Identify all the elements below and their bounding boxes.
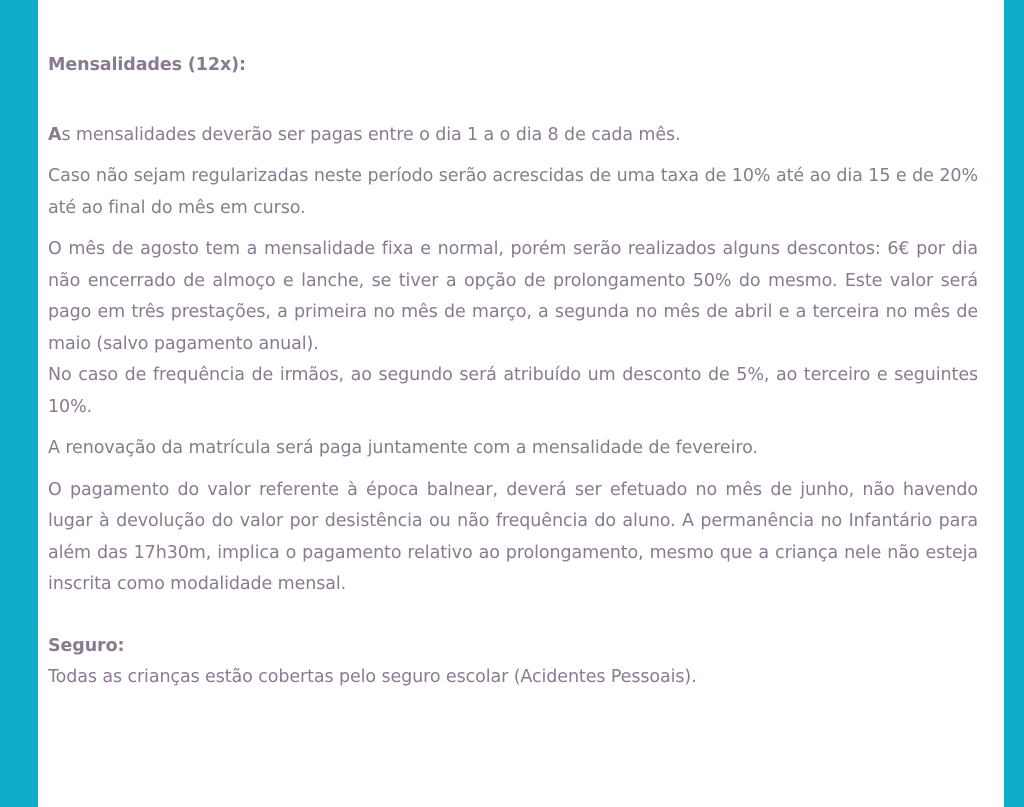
spacer: [48, 82, 978, 120]
spacer: [48, 423, 978, 433]
spacer: [48, 601, 978, 631]
paragraph-payment-period: [48, 120, 978, 152]
paragraph-renewal: A renovação da matrícula será paga juntamente com a mensalidade de fevereiro.: [48, 438, 758, 458]
drop-letter: A: [48, 124, 62, 145]
section-heading-mensalidades: Mensalidades (12x):: [48, 55, 246, 75]
paragraph-beach-season: O pagamento do valor referente à época balnear, deverá ser efetuado no mês de junho, não havendo lugar à devolução do valor por desistência ou não frequência do aluno. A permanência no Infantário para além das 17h30m, implica o pagamento relativo ao prolongamento, mesmo que a criança nele não esteja inscrita como modalidade mensal.: [48, 479, 978, 594]
paragraph-text: s mensalidades deverão ser pagas entre o dia 1 a o dia 8 de cada mês.: [61, 124, 681, 145]
paragraph-late-fees: Caso não sejam regularizadas neste período serão acrescidas de uma taxa de 10% até ao dia 15 e de 20% até ao final do mês em curso.: [48, 166, 978, 218]
paragraph-siblings: No caso de frequência de irmãos, ao segundo será atribuído um desconto de 5%, ao terceiro e seguintes 10%.: [48, 365, 978, 417]
paragraph-insurance: Todas as crianças estão cobertas pelo seguro escolar (Acidentes Pessoais).: [48, 667, 697, 687]
paragraph-august: O mês de agosto tem a mensalidade fixa e normal, porém serão realizados alguns descontos: 6€ por dia não encerrado de almoço e lanche, se tiver a opção de prolongamento 50% do mesmo. Este valor será pago em três prestações, a primeira no mês de março, a segunda no mês de abril e a terceira no mês de maio (salvo pagamento anual).: [48, 239, 978, 354]
section-heading-seguro: Seguro:: [48, 635, 125, 656]
spacer: [48, 151, 978, 161]
spacer: [48, 224, 978, 234]
content-panel: [38, 0, 1004, 807]
spacer: [48, 465, 978, 475]
document-body: [48, 50, 978, 694]
